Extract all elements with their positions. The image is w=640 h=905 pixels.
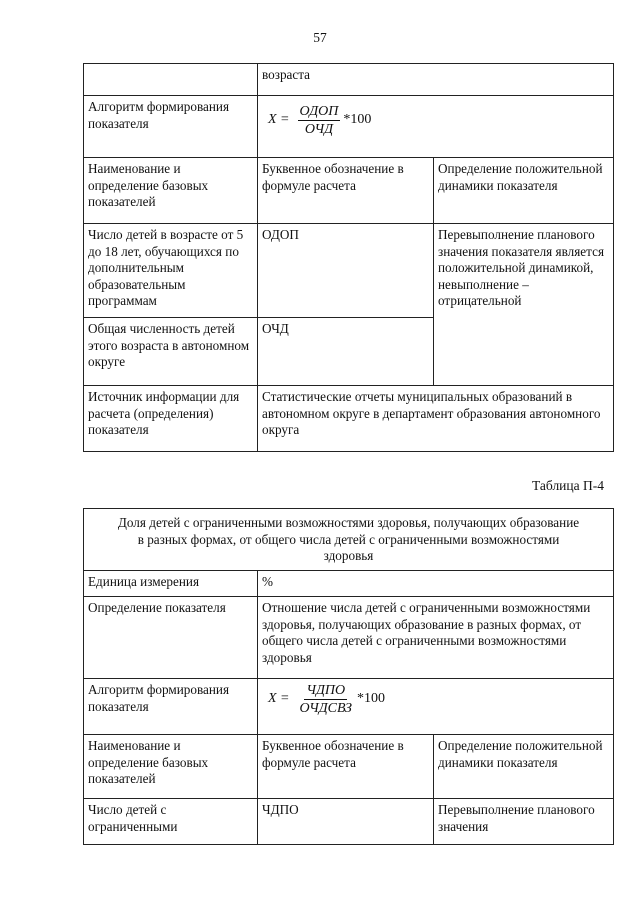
table-row — [84, 597, 614, 679]
table-row — [84, 571, 614, 597]
formula-denominator: ОЧДСВЗ — [299, 701, 352, 716]
algorithm-label: Алгоритм формирования показателя — [84, 679, 258, 735]
formula — [262, 682, 609, 717]
table-title-row — [84, 509, 614, 571]
table-caption: Таблица П-4 — [532, 478, 604, 493]
source-value: Статистические отчеты муниципальных образований в автономном округе в департамент образования автономного округа — [258, 386, 614, 452]
table-header-row — [84, 158, 614, 224]
header-letter: Буквенное обозначение в формуле расчета — [258, 158, 434, 224]
unit-label: Единица измерения — [84, 571, 258, 597]
definition-label: Определение показателя — [84, 597, 258, 679]
formula-multiplier: *100 — [343, 112, 372, 128]
formula-lhs: X = — [268, 691, 290, 707]
unit-value: % — [258, 571, 614, 597]
source-label: Источник информации для расчета (определения) показателя — [84, 386, 258, 452]
definition-value: Отношение числа детей с ограниченными возможностями здоровья, получающих образование в разных формах, от общего числа детей с ограниченными возможностями здоровья — [258, 597, 614, 679]
formula-cell — [258, 96, 614, 158]
base-indicator-letter: ЧДПО — [258, 799, 434, 845]
formula-multiplier: *100 — [356, 691, 385, 707]
base-indicator-name: Число детей в возрасте от 5 до 18 лет, обучающихся по дополнительным образовательным программам — [84, 224, 258, 318]
header-definition: Определение положительной динамики показателя — [434, 158, 614, 224]
formula-cell — [258, 679, 614, 735]
header-letter: Буквенное обозначение в формуле расчета — [258, 735, 434, 799]
formula-fraction — [298, 103, 341, 138]
table-row — [84, 64, 614, 96]
table-cell — [84, 64, 258, 96]
formula-fraction — [298, 682, 354, 717]
formula-numerator: ЧДПО — [306, 683, 346, 698]
base-indicator-letter: ОДОП — [258, 224, 434, 318]
table-header-row — [84, 735, 614, 799]
table-row — [84, 224, 614, 318]
table-row — [84, 799, 614, 845]
table-cell: возраста — [258, 64, 614, 96]
header-definition: Определение положительной динамики показателя — [434, 735, 614, 799]
algorithm-label: Алгоритм формирования показателя — [84, 96, 258, 158]
table-row — [84, 679, 614, 735]
table-row — [84, 96, 614, 158]
indicator-title: Доля детей с ограниченными возможностями здоровья, получающих образование в разных формах, от общего числа детей с ограниченными возможностями здоровья — [84, 509, 614, 571]
formula — [262, 103, 609, 138]
base-indicator-letter: ОЧД — [258, 318, 434, 386]
page-number: 57 — [313, 30, 327, 45]
formula-denominator: ОЧД — [304, 122, 334, 137]
base-indicator-name: Число детей с ограниченными — [84, 799, 258, 845]
header-name: Наименование и определение базовых показателей — [84, 735, 258, 799]
dynamics-cell: Перевыполнение планового значения — [434, 799, 614, 845]
indicator-table-continued — [83, 63, 614, 452]
header-name: Наименование и определение базовых показателей — [84, 158, 258, 224]
table-row — [84, 386, 614, 452]
base-indicator-name: Общая численность детей этого возраста в автономном округе — [84, 318, 258, 386]
formula-numerator: ОДОП — [299, 104, 339, 119]
indicator-table-p4 — [83, 508, 614, 845]
formula-lhs: X = — [268, 112, 290, 128]
dynamics-cell: Перевыполнение планового значения показателя является положительной динамикой, невыполнение – отрицательной — [434, 224, 614, 386]
